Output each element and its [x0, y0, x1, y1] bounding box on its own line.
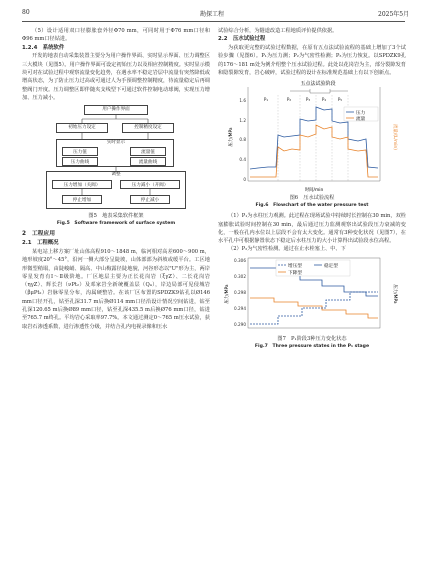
y-tick-label: 1.6	[239, 98, 246, 104]
flow-box: 流量值	[130, 147, 166, 156]
left-column	[22, 27, 210, 331]
figure-caption: 图6 压水试验流程	[289, 195, 335, 202]
figure-caption-en: Fig.6 Flowchart of the water pressure test	[255, 203, 369, 209]
paragraph: 试验综合分析，为隧道改造工程地质评价提供依据。	[218, 28, 338, 34]
stage-label: P₄	[321, 98, 327, 104]
flow-box: 流量曲线	[130, 157, 166, 166]
y-axis-label-right: 流量/(L/min)	[392, 124, 397, 151]
section-heading: 2 工程应用	[22, 231, 56, 238]
flow-box: 控制精度设定	[122, 123, 174, 133]
legend-label: 压力	[356, 111, 366, 117]
flow-connectors	[22, 105, 210, 213]
stage-label: P₃	[305, 98, 311, 104]
paragraph: 某电站上移方案厂址山体高程910～1848 m，临河相对高差600～900 m，地形坡度20°～45°，沿河一侧大部分呈陡坡，山体部部为斜坡或缓平台。工区地形微型稍塌，由陡峻峭、隔高、中山梅露径陡地貌，河谷形态以"U"形为主，两岸零星发育有Ⅰ～Ⅱ级阶地。厂区地层主要为正长花岗岩（ξγZ）、二长花岗岩（ηγZ）、辉长岩（νPt₂）及邓家岩全新统覆盖层（Q₄），岸边局部可见侵城岩（βμPt₂）岩脉零星分布，沟属硬整岩。在该厂区布置的SPDZK9钻孔以Ø146 mm口径开孔，钻至孔深31.7 m后换Ø114 mm口径沿设计情况空间钻进，钻至孔深120.65 m后换Ø89 mm口径，钻至孔深435.5 m后换Ø76 mm口径，钻进至765.7 m终孔。平均岩心采取率97.7%。本文通过测定0～765 m压水试验，获取岩石渗透系数，进行渗透性分级，并结合孔内电视录像和压水	[22, 248, 210, 330]
legend-label: 下降型	[288, 270, 302, 276]
issue-date: 2025年5月	[378, 11, 410, 18]
figure-7-chart	[218, 254, 406, 336]
legend-label: 增压型	[288, 263, 302, 269]
section-heading: 1.2.4 系统软件	[22, 44, 65, 51]
figure-caption: 图5 地表采集软件框架	[88, 213, 144, 220]
flow-box: 压力值	[62, 147, 98, 156]
y-tick-label: 0.306	[234, 257, 246, 263]
flow-box: 初始压力设定	[56, 123, 108, 133]
legend-label: 流量	[356, 117, 366, 123]
y-tick-label: 0.8	[239, 137, 246, 143]
flow-box: 用户操作界面	[84, 105, 148, 115]
y-axis-label-right: 压力/MPa	[392, 284, 397, 304]
y-axis-label: 压力/MPa	[229, 127, 234, 147]
figure-5-flowchart	[22, 105, 210, 213]
flow-box: 压力曲线	[62, 157, 98, 166]
y-tick-label: 0	[243, 177, 246, 183]
section-heading: 2.1 工程概况	[22, 240, 59, 247]
y-tick-label: 0.294	[234, 305, 246, 311]
y-axis-label: 压力/MPa	[225, 284, 230, 304]
y-tick-label: 1.2	[239, 118, 246, 124]
flow-box: 压力增加（关阀）	[52, 180, 112, 189]
y-tick-label: 0.290	[234, 321, 246, 327]
flow-box-title: 调整	[111, 172, 121, 178]
flow-series	[250, 125, 378, 177]
flow-box: 停止增加	[62, 195, 102, 204]
journal-name: 勘探工程	[200, 11, 225, 18]
stage-label: P₅	[337, 98, 343, 104]
y-tick-label: 0.302	[234, 273, 246, 279]
stage-label: P₂	[286, 98, 292, 104]
x-axis-label: 时间/min	[304, 188, 324, 194]
figure-caption-en: Fig.7 Three pressure states in the P₁ stage	[254, 343, 370, 349]
chart-title: 五点法试验阶段	[300, 81, 336, 88]
y-tick-label: 0.4	[239, 157, 246, 163]
flow-box: 压力减小（开阀）	[120, 180, 180, 189]
paragraph: （1）P₁为水柱压力观测。此过程在现场试验中持续时长控制在30 min，双栓塞膨胀试验时间控制在30 min，最后通过压力监测观察出试验段压力衰减的变化，一般在孔内水位以上层段不会有太大变化。通常有3种变化状况（见图7），在水平孔中可根据静置状态下稳定后水柱压力的大小计算得出试验段水位高程。	[218, 213, 406, 245]
right-column	[218, 27, 406, 353]
section-heading: 2.2 压水试验过程	[218, 36, 266, 43]
figure-caption: 图7 P₁阶段3种压力变化状态	[277, 335, 347, 342]
paragraph: （2）P₂为气密性检测。通过在止水栓塞上、中、下	[228, 246, 346, 253]
flow-box-title: 实时显示	[106, 140, 126, 146]
figure-6-chart	[218, 77, 406, 195]
paragraph: 开发的地表自动采集装置主要分为用户操作界面、实时显示界面、压力调整区三大模块（见图5）。用户操作界面可设定初始压力以及相应控制精度。实时显示模块可对在试验过程中观察流量变化趋势，在遇水率不稳定岩层中流量有突然降低或增高状态，为了防止压力过高或可通过人为手预调整控制精度，待流量稳定后再调整阀门开度。压力调整区即伴随夹支线型下可通过软件控制电动球阀，实现压力增加、压力减小。	[22, 53, 210, 101]
paragraph: （5）设计适用双口径膨胀套外径Φ70 mm，可同时用于Φ76 mm口径和Φ96 mm口径钻进。	[22, 28, 210, 43]
series-line	[250, 292, 378, 324]
flow-box: 停止减小	[130, 195, 170, 204]
y-tick-label: 0.298	[234, 289, 246, 295]
header-rule	[22, 21, 405, 22]
page-number: 80	[22, 9, 30, 16]
page-header	[0, 0, 427, 24]
paragraph: 为获取更完整的试验过程数据，在原有五点法试验流程的基础上增加了3个试验步骤（见图6）。P₁为压力测；P₂为气密性检测；P₃为压力恢复。以SPDZK9孔的176～181 m处为例介绍整个压水试验过程。此处以花岗岩为主，部分裂隙发育和隐裂隙发育，岩心破碎，试验过程的设计在标准规范基础上有以下创新点。	[218, 45, 406, 76]
legend-label: 稳定型	[324, 263, 338, 269]
figure-caption-en: Fig.5 Software framework of surface system	[56, 221, 176, 227]
stage-label: P₁	[263, 98, 269, 104]
